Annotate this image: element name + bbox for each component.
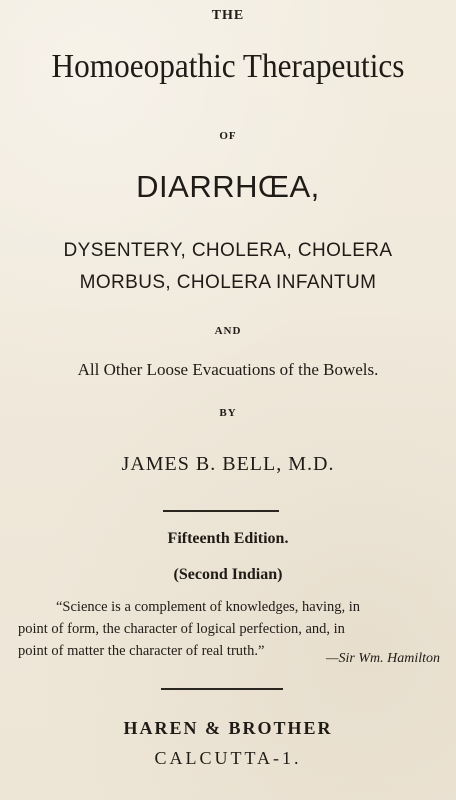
quote-attribution: —Sir Wm. Hamilton — [326, 651, 440, 666]
divider-rule-bottom — [161, 688, 283, 690]
subtitle-line-1: DYSENTERY, CHOLERA, CHOLERA — [63, 240, 393, 261]
title-prefix: THE — [211, 8, 245, 23]
book-main-title: Homoeopathic Therapeutics — [51, 48, 405, 85]
subtitle-line-2: MORBUS, CHOLERA INFANTUM — [79, 272, 377, 293]
edition-note: (Second Indian) — [173, 566, 283, 583]
quote-line-1: “Science is a complement of knowledges, having, in — [56, 599, 361, 615]
book-subject-title: DIARRHŒA, — [136, 169, 320, 204]
publisher-city: CALCUTTA-1. — [154, 748, 302, 768]
title-additional-subject: All Other Loose Evacuations of the Bowels. — [77, 360, 379, 379]
publisher-name: HAREN & BROTHER — [123, 718, 333, 738]
divider-rule-top — [163, 510, 279, 512]
title-connector-of: OF — [219, 130, 237, 142]
author-connector-by: BY — [219, 407, 237, 419]
title-connector-and: AND — [214, 325, 242, 337]
edition-label: Fifteenth Edition. — [167, 530, 289, 547]
quote-line-3: point of matter the character of real truth.” — [18, 643, 265, 659]
quote-line-2: point of form, the character of logical perfection, and, in — [18, 621, 345, 637]
author-name: JAMES B. BELL, M.D. — [121, 453, 335, 475]
